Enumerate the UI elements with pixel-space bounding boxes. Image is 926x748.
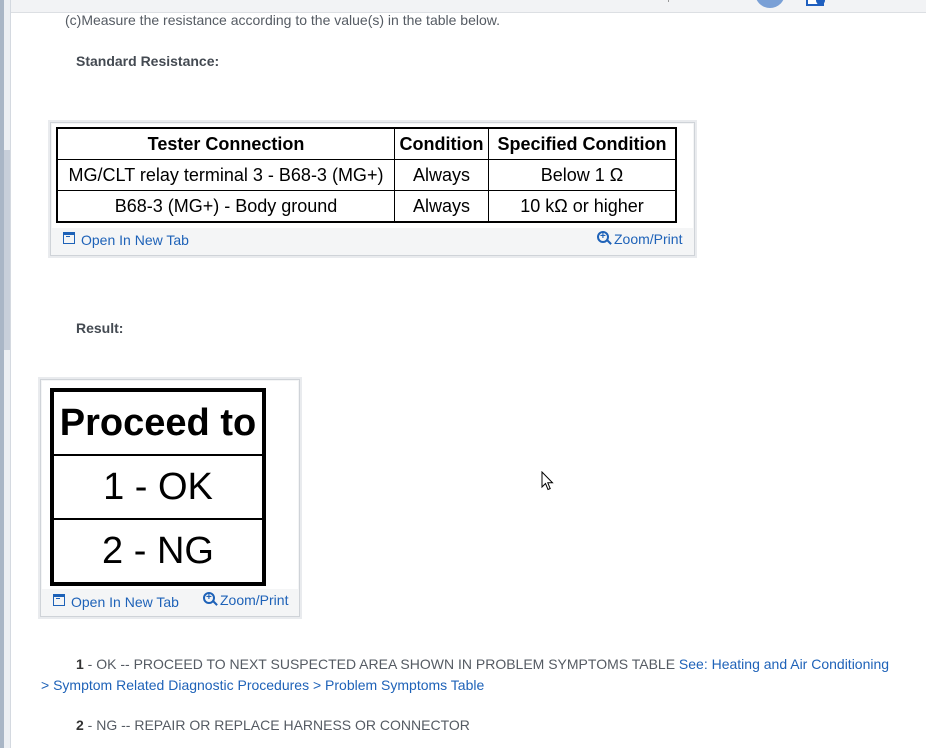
table-cell: Below 1 Ω — [489, 160, 677, 191]
outcome-ng-paragraph — [41, 715, 891, 736]
scrollbar-track[interactable] — [4, 0, 11, 748]
table-row — [57, 191, 676, 223]
open-in-new-tab-label: Open In New Tab — [81, 232, 189, 248]
zoom-icon: + — [597, 231, 611, 245]
open-new-tab-icon — [53, 594, 65, 606]
table-row — [52, 519, 264, 584]
zoom-print-link[interactable] — [203, 592, 288, 608]
step-instruction: (c)Measure the resistance according to the value(s) in the table below. — [65, 12, 501, 28]
table-cell: 10 kΩ or higher — [489, 191, 677, 223]
toolbar-separator — [668, 0, 673, 2]
outcome-number: 2 — [76, 717, 84, 733]
scrollbar-thumb[interactable] — [4, 150, 10, 350]
resistance-table — [56, 127, 677, 223]
problem-symptoms-table-link[interactable]: See: Heating and Air Conditioning > Symptom Related Diagnostic Procedures > Problem Symptoms Table — [41, 656, 890, 693]
outcome-text: - OK -- PROCEED TO NEXT SUSPECTED AREA SHOWN IN PROBLEM SYMPTOMS TABLE — [83, 656, 679, 672]
result-table — [50, 388, 266, 586]
open-in-new-tab-label: Open In New Tab — [71, 594, 179, 610]
open-new-tab-icon — [63, 232, 75, 244]
zoom-print-label: Zoom/Print — [220, 592, 289, 608]
table-row — [52, 455, 264, 519]
outcome-text: - NG -- REPAIR OR REPLACE HARNESS OR CONNECTOR — [83, 717, 470, 733]
column-header: Specified Condition — [489, 128, 677, 160]
column-header: Condition — [395, 128, 489, 160]
table-cell: 2 - NG — [52, 519, 264, 584]
column-header: Tester Connection — [57, 128, 395, 160]
zoom-print-link[interactable] — [597, 231, 682, 247]
result-heading: Result: — [76, 320, 124, 336]
outcome-number: 1 — [76, 656, 84, 672]
table-cell: 1 - OK — [52, 455, 264, 519]
zoom-icon: + — [203, 592, 217, 606]
zoom-print-label: Zoom/Print — [614, 231, 683, 247]
table-cell: B68-3 (MG+) - Body ground — [57, 191, 395, 223]
table-cell: Always — [395, 191, 489, 223]
table-row — [52, 390, 264, 455]
result-table-figure — [40, 379, 300, 617]
open-in-new-tab-link[interactable] — [63, 232, 189, 248]
table-cell: MG/CLT relay terminal 3 - B68-3 (MG+) — [57, 160, 395, 191]
table-cell: Always — [395, 160, 489, 191]
outcome-ok-paragraph — [41, 654, 891, 696]
table-header-cell: Proceed to — [52, 390, 264, 455]
table-row — [57, 160, 676, 191]
standard-resistance-heading: Standard Resistance: — [76, 53, 220, 69]
table-header-row — [57, 128, 676, 160]
resistance-table-figure — [50, 122, 695, 256]
open-in-new-tab-link[interactable] — [53, 594, 179, 610]
